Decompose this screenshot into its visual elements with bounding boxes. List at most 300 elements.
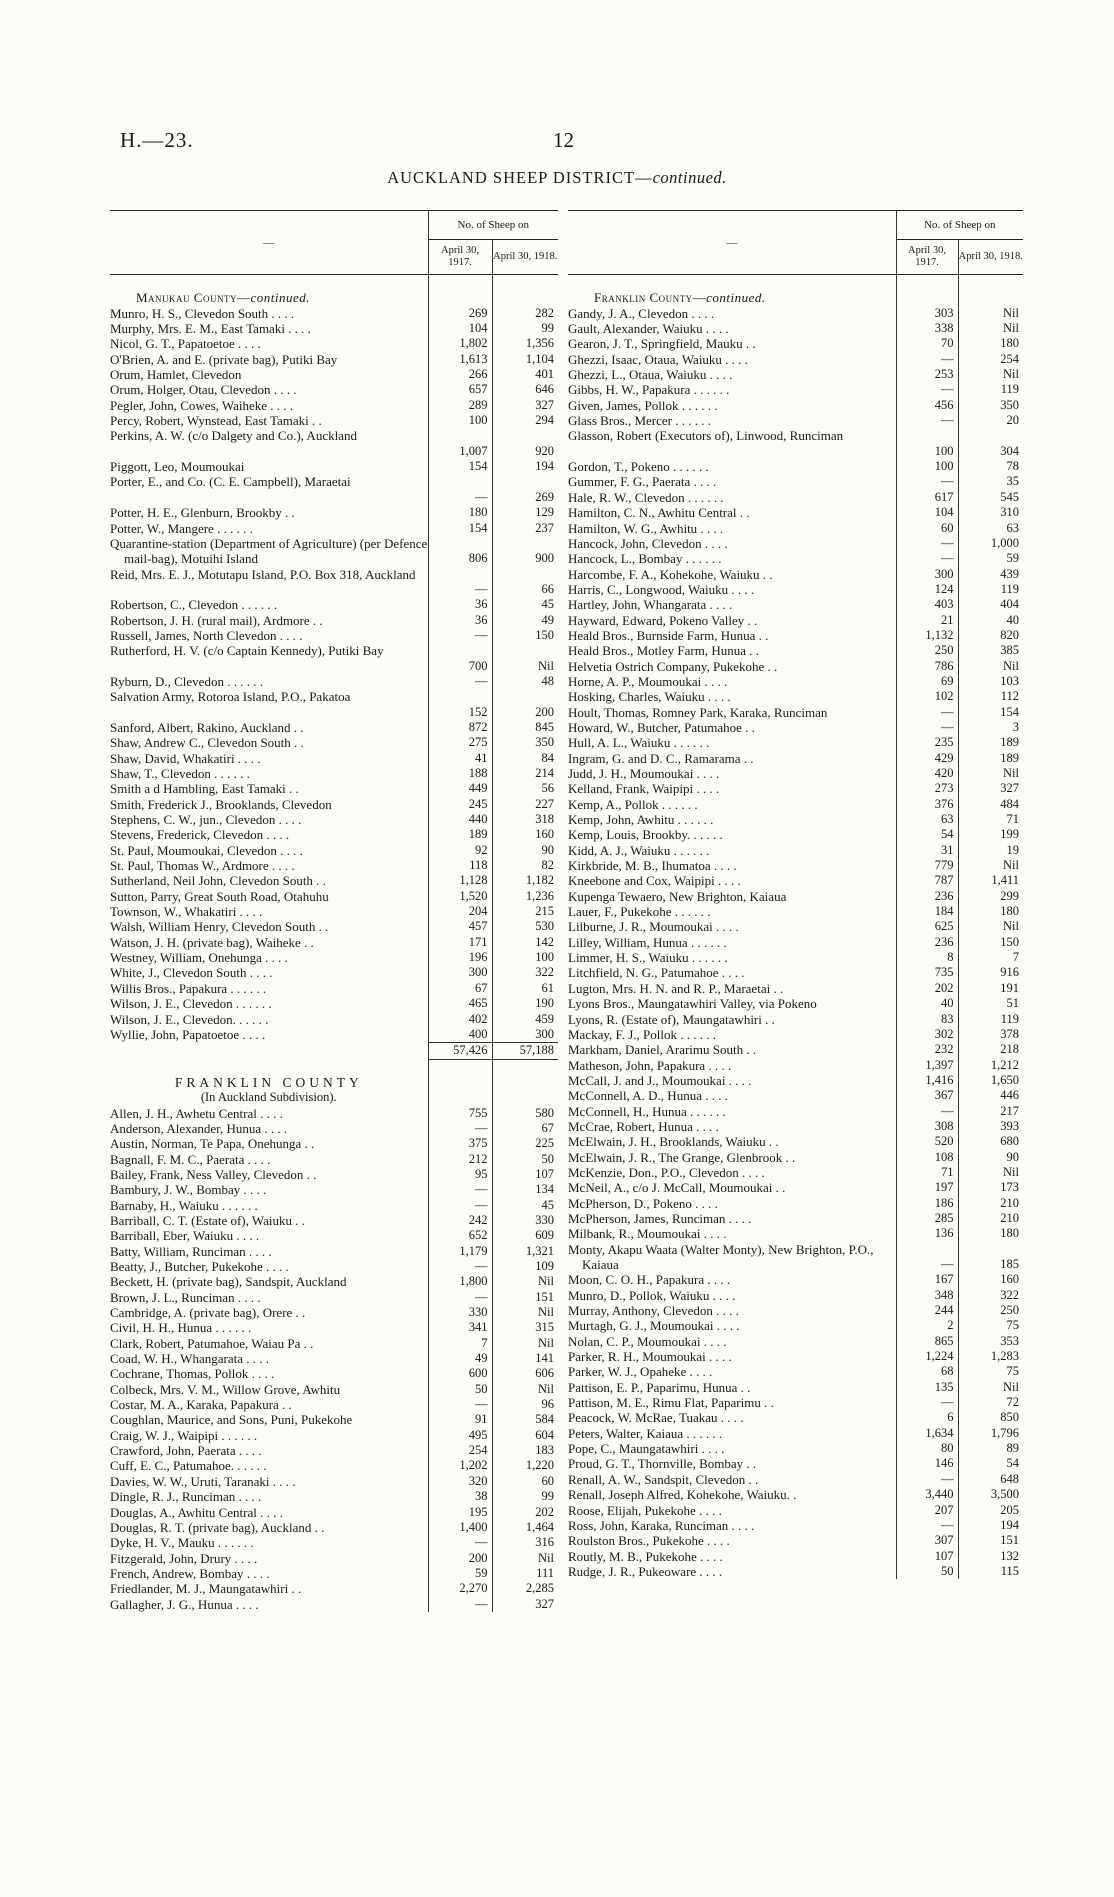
- table-row: [110, 1366, 558, 1381]
- sheep-1917: 118: [428, 858, 492, 873]
- sheep-1918: 111: [536, 1565, 554, 1580]
- owner-name-text: McPherson, D., Pokeno . . . .: [568, 1195, 718, 1211]
- sheep-1918: 45: [541, 1197, 554, 1212]
- table-row: [110, 1121, 558, 1136]
- sheep-1918: 315: [535, 1320, 554, 1335]
- sheep-1918: 129: [535, 505, 554, 520]
- sheep-1917: 63: [896, 812, 958, 827]
- sheep-1917: —: [896, 720, 958, 735]
- owner-name-text: Watson, J. H. (private bag), Waiheke . .: [110, 934, 314, 950]
- sheep-1918: 227: [535, 796, 554, 811]
- owner-name-text: Westney, William, Onehunga . . . .: [110, 950, 288, 966]
- year-1918-header: April 30, 1918.: [958, 240, 1023, 275]
- left-register-table: [110, 210, 558, 1612]
- table-row: [568, 398, 1023, 413]
- sheep-1917: 308: [896, 1119, 958, 1134]
- sheep-1917: 456: [896, 398, 958, 413]
- sheep-1917: 49: [428, 1351, 492, 1366]
- owner-name-text: St. Paul, Moumoukai, Clevedon . . . .: [110, 842, 303, 858]
- sheep-1918: 60: [541, 1473, 554, 1488]
- owner-name: [110, 919, 428, 934]
- table-row: [110, 1489, 558, 1504]
- table-row: [568, 720, 1023, 735]
- sheep-1918: 63: [1006, 520, 1019, 535]
- owner-name: [568, 613, 896, 628]
- sheep-1917: 236: [896, 889, 958, 904]
- sheep-1917: 402: [428, 1012, 492, 1027]
- sheep-1918: 1,104: [525, 351, 554, 366]
- owner-name-text: Lyons, R. (Estate of), Maungatawhiri . .: [568, 1011, 775, 1027]
- table-row: [110, 459, 558, 474]
- sheep-1918: 1,236: [525, 888, 554, 903]
- sheep-1918: 67: [541, 1120, 554, 1135]
- table-row: [568, 1564, 1023, 1579]
- sheep-1918: 920: [535, 443, 554, 458]
- table-row: [110, 643, 558, 674]
- sheep-1917: 625: [896, 919, 958, 934]
- sheep-1918: 210: [1000, 1210, 1019, 1225]
- owner-name-text: Roulston Bros., Pukekohe . . . .: [568, 1533, 730, 1549]
- owner-name-text: Orum, Holger, Otau, Clevedon . . . .: [110, 382, 297, 398]
- owner-name-text: Kneebone and Cox, Waipipi . . . .: [568, 873, 741, 889]
- sheep-1917: —: [428, 1198, 492, 1213]
- sheep-1918: 545: [1000, 489, 1019, 504]
- table-row: [568, 490, 1023, 505]
- owner-name: [110, 643, 428, 674]
- sheep-1918: 61: [541, 980, 554, 995]
- sheep-1917: 429: [896, 751, 958, 766]
- owner-name: [110, 827, 428, 842]
- owner-name: [568, 904, 896, 919]
- owner-name: [568, 1518, 896, 1533]
- owner-name: [568, 1027, 896, 1042]
- table-row: [568, 413, 1023, 428]
- table-row: [110, 306, 558, 321]
- sheep-1918: 237: [535, 520, 554, 535]
- sheep-1917: 1,800: [428, 1274, 492, 1289]
- owner-name: [110, 935, 428, 950]
- table-row: [110, 781, 558, 796]
- sheep-1918: Nil: [1003, 367, 1019, 382]
- sheep-1918: 2,285: [525, 1581, 554, 1596]
- sheep-1917: 403: [896, 597, 958, 612]
- sheep-1917: 787: [896, 873, 958, 888]
- table-row: [568, 858, 1023, 873]
- owner-name-text: Hayward, Edward, Pokeno Valley . .: [568, 612, 758, 628]
- table-row: [568, 628, 1023, 643]
- owner-name-text: Pattison, M. E., Rimu Flat, Paparimu . .: [568, 1395, 774, 1411]
- table-row: [568, 1027, 1023, 1042]
- sheep-1917: 1,613: [428, 352, 492, 367]
- sheep-1917: 652: [428, 1228, 492, 1243]
- owner-name: [110, 1305, 428, 1320]
- sheep-1918: 916: [1000, 965, 1019, 980]
- owner-name: [110, 536, 428, 567]
- table-row: [110, 827, 558, 842]
- table-row: [110, 1106, 558, 1121]
- owner-name-text: Percy, Robert, Wynstead, East Tamaki . .: [110, 413, 322, 429]
- sheep-1918: 150: [1000, 934, 1019, 949]
- sheep-1918: 191: [1000, 980, 1019, 995]
- table-row: [568, 551, 1023, 566]
- table-row: [110, 1505, 558, 1520]
- owner-name: [568, 812, 896, 827]
- sheep-1918: 107: [535, 1166, 554, 1181]
- owner-name-text: Hancock, L., Bombay . . . . . .: [568, 551, 722, 567]
- owner-name-text: White, J., Clevedon South . . . .: [110, 965, 273, 981]
- sheep-1918: 327: [535, 1596, 554, 1611]
- sheep-1918: 401: [535, 367, 554, 382]
- sheep-1917: 235: [896, 735, 958, 750]
- sheep-1918: 3,500: [990, 1487, 1019, 1502]
- sheep-1918: 1,321: [525, 1243, 554, 1258]
- table-row: [110, 858, 558, 873]
- sheep-1918: 109: [535, 1259, 554, 1273]
- sheep-1917: —: [428, 1597, 492, 1612]
- sheep-1918: 59: [1006, 551, 1019, 566]
- owner-name-text: Murphy, Mrs. E. M., East Tamaki . . . .: [110, 321, 311, 337]
- table-row: [110, 1027, 558, 1043]
- sheep-1918: 75: [1006, 1318, 1019, 1333]
- sheep-1917: 2,270: [428, 1581, 492, 1596]
- sheep-1917: 865: [896, 1334, 958, 1349]
- sheep-1917: —: [428, 1397, 492, 1412]
- owner-name-text: Craig, W. J., Waipipi . . . . . .: [110, 1427, 258, 1443]
- total-1917: 57,426: [428, 1043, 492, 1059]
- sheep-1917: 202: [896, 981, 958, 996]
- owner-name-text: Ghezzi, Isaac, Otaua, Waiuku . . . .: [568, 351, 748, 367]
- owner-name: [110, 965, 428, 980]
- sheep-1918: 1,796: [990, 1425, 1019, 1440]
- owner-name: [110, 597, 428, 612]
- owner-name: [110, 321, 428, 336]
- owner-name: [110, 1489, 428, 1504]
- owner-name-text: St. Paul, Thomas W., Ardmore . . . .: [110, 858, 295, 874]
- owner-name: [568, 1334, 896, 1349]
- owner-name-text: Townson, W., Whakatiri . . . .: [110, 904, 263, 920]
- sheep-1917: 200: [428, 1551, 492, 1566]
- owner-name-text: Gummer, F. G., Paerata . . . .: [568, 474, 717, 490]
- sheep-1918: 214: [535, 766, 554, 780]
- table-row: [568, 766, 1023, 781]
- table-row: [568, 1058, 1023, 1073]
- sheep-1917: 302: [896, 1027, 958, 1042]
- owner-name: [110, 1121, 428, 1136]
- sheep-1917: —: [896, 1395, 958, 1410]
- owner-name: [568, 705, 896, 720]
- table-row: [568, 643, 1023, 658]
- sheep-1917: —: [896, 1242, 958, 1273]
- owner-name-text: Costar, M. A., Karaka, Papakura . .: [110, 1397, 292, 1413]
- owner-name: [110, 382, 428, 397]
- sheep-1917: 420: [896, 766, 958, 781]
- sheep-1918: 385: [1000, 643, 1019, 658]
- owner-name-text: Gandy, J. A., Clevedon . . . .: [568, 305, 715, 321]
- owner-name: [568, 321, 896, 336]
- sheep-1917: 188: [428, 766, 492, 781]
- owner-name-text: McCrae, Robert, Hunua . . . .: [568, 1118, 719, 1134]
- sheep-1918: 350: [535, 735, 554, 750]
- owner-column-header: —: [568, 211, 896, 275]
- table-row: [110, 1167, 558, 1182]
- sheep-1917: 735: [896, 965, 958, 980]
- sheep-1918: 1,283: [990, 1349, 1019, 1364]
- sheep-1917: 108: [896, 1150, 958, 1165]
- table-row: [568, 536, 1023, 551]
- owner-name: [110, 1027, 428, 1043]
- sheep-1917: —: [428, 1535, 492, 1550]
- owner-name-text: Salvation Army, Rotoroa Island, P.O., Pakatoa: [110, 689, 351, 705]
- table-row: [110, 567, 558, 598]
- owner-name: [568, 781, 896, 796]
- year-1918-header: April 30, 1918.: [492, 240, 558, 275]
- owner-name: [568, 567, 896, 582]
- table-row: [568, 1088, 1023, 1103]
- sheep-1917: 171: [428, 935, 492, 950]
- owner-name: [110, 428, 428, 459]
- sheep-1917: —: [896, 413, 958, 428]
- sheep-1917: 303: [896, 306, 958, 321]
- sheep-1917: —: [428, 1121, 492, 1136]
- owner-name-text: Moon, C. O. H., Papakura . . . .: [568, 1272, 731, 1288]
- owner-name: [568, 306, 896, 321]
- owner-name-text: Rudge, J. R., Pukeoware . . . .: [568, 1563, 723, 1579]
- owner-name: [110, 797, 428, 812]
- sheep-1917: —: [428, 1290, 492, 1305]
- owner-name: [568, 1426, 896, 1441]
- owner-name-text: Robertson, J. H. (rural mail), Ardmore . .: [110, 612, 323, 628]
- owner-name-text: Hosking, Charles, Waiuku . . . .: [568, 689, 731, 705]
- sheep-1918: 680: [1000, 1134, 1019, 1149]
- left-rows-manukau: [110, 275, 558, 1043]
- table-row: [110, 597, 558, 612]
- sheep-1917: 1,634: [896, 1426, 958, 1441]
- sheep-1918: 584: [535, 1412, 554, 1427]
- owner-name: [110, 689, 428, 720]
- table-row: [568, 336, 1023, 351]
- sheep-1918: 850: [1000, 1410, 1019, 1425]
- owner-name-text: Dyke, H. V., Mauku . . . . . .: [110, 1535, 254, 1551]
- sheep-1918: 89: [1006, 1441, 1019, 1456]
- sheep-1918: Nil: [538, 1305, 554, 1320]
- table-row: [110, 1382, 558, 1397]
- sheep-1918: 199: [1000, 827, 1019, 842]
- table-row: [110, 1351, 558, 1366]
- table-row: [568, 597, 1023, 612]
- section-heading: [568, 290, 896, 305]
- table-row: [110, 1443, 558, 1458]
- sheep-1918: 294: [535, 413, 554, 428]
- sheep-1918: 49: [541, 612, 554, 627]
- sheep-1918: 1,220: [525, 1458, 554, 1473]
- owner-name: [568, 1226, 896, 1241]
- owner-name: [568, 336, 896, 351]
- sheep-1918: Nil: [1003, 658, 1019, 673]
- sheep-1918: 160: [1000, 1272, 1019, 1287]
- owner-name-text: Harcombe, F. A., Kohekohe, Waiuku . .: [568, 566, 773, 582]
- table-row: [110, 1152, 558, 1167]
- table-row: [568, 659, 1023, 674]
- owner-name: [568, 1134, 896, 1149]
- owner-name-text: Kemp, A., Pollok . . . . . .: [568, 796, 698, 812]
- sheep-1917: 338: [896, 321, 958, 336]
- sheep-1917: 330: [428, 1305, 492, 1320]
- sheep-1918: 1,182: [525, 873, 554, 888]
- owner-name-text: Lilburne, J. R., Moumoukai . . . .: [568, 919, 739, 935]
- owner-name-text: Markham, Daniel, Ararimu South . .: [568, 1042, 757, 1058]
- sheep-1918: 646: [535, 382, 554, 397]
- sheep-1917: 1,802: [428, 336, 492, 351]
- sheep-1917: 104: [428, 321, 492, 336]
- table-row: [110, 1228, 558, 1243]
- sheep-1918: 580: [535, 1105, 554, 1120]
- sheep-1917: 1,224: [896, 1349, 958, 1364]
- owner-name: [110, 1320, 428, 1335]
- table-row: [110, 628, 558, 643]
- table-row: [568, 1487, 1023, 1502]
- sheep-1918: 99: [541, 1489, 554, 1504]
- owner-name-text: Kemp, Louis, Brookby. . . . . .: [568, 827, 723, 843]
- owner-name: [110, 812, 428, 827]
- table-row: [568, 950, 1023, 965]
- table-row: [110, 1566, 558, 1581]
- sheep-1917: 786: [896, 659, 958, 674]
- owner-name: [568, 935, 896, 950]
- sheep-1918: 900: [535, 551, 554, 566]
- sheep-1918: 606: [535, 1366, 554, 1381]
- table-row: [568, 1533, 1023, 1548]
- table-row: [568, 812, 1023, 827]
- owner-name: [110, 613, 428, 628]
- sheep-1917: 95: [428, 1167, 492, 1182]
- sheep-1917: 307: [896, 1533, 958, 1548]
- section-heading-text: Franklin County—: [594, 290, 707, 306]
- owner-name: [568, 597, 896, 612]
- owner-name-text: Friedlander, M. J., Maungatawhiri . .: [110, 1581, 302, 1597]
- owner-name: [110, 1167, 428, 1182]
- owner-name-text: Litchfield, N. G., Patumahoe . . . .: [568, 965, 745, 981]
- sheep-1918: 50: [541, 1151, 554, 1166]
- owner-name: [568, 1303, 896, 1318]
- sheep-1918: 75: [1006, 1364, 1019, 1379]
- owner-name: [110, 1520, 428, 1535]
- sheep-1917: 779: [896, 858, 958, 873]
- table-row: [568, 1364, 1023, 1379]
- owner-name-text: Pegler, John, Cowes, Waiheke . . . .: [110, 397, 294, 413]
- sheep-1918: 194: [1000, 1517, 1019, 1532]
- owner-name: [110, 1152, 428, 1167]
- table-row: [568, 428, 1023, 459]
- sheep-1917: 146: [896, 1456, 958, 1471]
- table-row: [568, 582, 1023, 597]
- sheep-1917: 36: [428, 613, 492, 628]
- owner-name-text: Allen, J. H., Awhetu Central . . . .: [110, 1105, 283, 1121]
- sheep-1918: 96: [541, 1397, 554, 1412]
- table-row: [110, 1458, 558, 1473]
- table-row: [568, 382, 1023, 397]
- table-row: [110, 428, 558, 459]
- owner-name: [568, 1503, 896, 1518]
- owner-name-text: Bagnall, F. M. C., Paerata . . . .: [110, 1151, 271, 1167]
- sheep-1917: 50: [428, 1382, 492, 1397]
- sheep-1917: 341: [428, 1320, 492, 1335]
- owner-name: [568, 674, 896, 689]
- sheep-1918: 1,411: [991, 873, 1019, 888]
- table-row: [110, 1274, 558, 1289]
- sheep-1917: 348: [896, 1288, 958, 1303]
- owner-name-text: Glass Bros., Mercer . . . . . .: [568, 413, 711, 429]
- owner-name-text: Porter, E., and Co. (C. E. Campbell), Maraetai: [110, 474, 351, 490]
- owner-name: [568, 1211, 896, 1226]
- owner-name-text: Harris, C., Longwood, Waiuku . . . .: [568, 581, 755, 597]
- owner-name: [568, 474, 896, 489]
- owner-name-text: Monty, Akapu Waata (Walter Monty), New Brighton, P.O., Kaiaua: [568, 1241, 874, 1272]
- sheep-1917: 71: [896, 1165, 958, 1180]
- sheep-1917: 92: [428, 843, 492, 858]
- owner-name: [568, 1318, 896, 1333]
- owner-name-text: Cochrane, Thomas, Pollok . . . .: [110, 1366, 275, 1382]
- sheep-1918: Nil: [538, 1381, 554, 1396]
- owner-name-text: Parker, W. J., Opaheke . . . .: [568, 1364, 713, 1380]
- owner-name-text: Cuff, E. C., Patumahoe. . . . . .: [110, 1458, 267, 1474]
- table-row: [568, 1042, 1023, 1057]
- sheep-1917: 67: [428, 981, 492, 996]
- owner-name-text: Munro, H. S., Clevedon South . . . .: [110, 305, 295, 321]
- table-row: [568, 981, 1023, 996]
- owner-name-text: Lilley, William, Hunua . . . . . .: [568, 934, 727, 950]
- sheep-1917: 244: [896, 1303, 958, 1318]
- sheep-1918: 310: [1000, 505, 1019, 520]
- sheep-1918: 160: [535, 827, 554, 842]
- owner-name-text: Colbeck, Mrs. V. M., Willow Grove, Awhitu: [110, 1381, 341, 1397]
- sheep-1917: 107: [896, 1549, 958, 1564]
- sheep-1918: 84: [541, 750, 554, 765]
- table-row: [568, 1134, 1023, 1149]
- sheep-1917: 376: [896, 797, 958, 812]
- sheep-1917: 320: [428, 1474, 492, 1489]
- table-row: [110, 1597, 558, 1612]
- owner-name-text: Hamilton, W. G., Awhitu . . . .: [568, 520, 724, 536]
- owner-name: [110, 950, 428, 965]
- owner-name-text: Milbank, R., Moumoukai . . . .: [568, 1226, 727, 1242]
- sheep-1917: —: [896, 536, 958, 551]
- owner-name: [568, 1364, 896, 1379]
- table-row: [568, 1272, 1023, 1287]
- owner-name: [110, 674, 428, 689]
- table-row: [110, 935, 558, 950]
- sheep-1917: 100: [896, 428, 958, 459]
- owner-name: [110, 781, 428, 796]
- owner-name-text: McKenzie, Don., P.O., Clevedon . . . .: [568, 1164, 765, 1180]
- sheep-1917: 186: [896, 1196, 958, 1211]
- sheep-1918: 254: [1000, 351, 1019, 366]
- owner-name: [568, 843, 896, 858]
- owner-name: [568, 398, 896, 413]
- owner-name-text: Hale, R. W., Clevedon . . . . . .: [568, 489, 724, 505]
- table-row: [110, 336, 558, 351]
- owner-name-text: Renall, Joseph Alfred, Kohekohe, Waiuku. .: [568, 1487, 797, 1503]
- sheep-1917: 1,520: [428, 889, 492, 904]
- sheep-1917: 8: [896, 950, 958, 965]
- owner-name: [110, 766, 428, 781]
- sheep-1918: 327: [1000, 781, 1019, 796]
- owner-name-text: Gault, Alexander, Waiuku . . . .: [568, 321, 729, 337]
- sheep-1918: 318: [535, 812, 554, 827]
- owner-name-text: Nolan, C. P., Moumoukai . . . .: [568, 1333, 727, 1349]
- sheep-1918: 40: [1006, 612, 1019, 627]
- owner-name: [110, 1397, 428, 1412]
- sheep-1917: 254: [428, 1443, 492, 1458]
